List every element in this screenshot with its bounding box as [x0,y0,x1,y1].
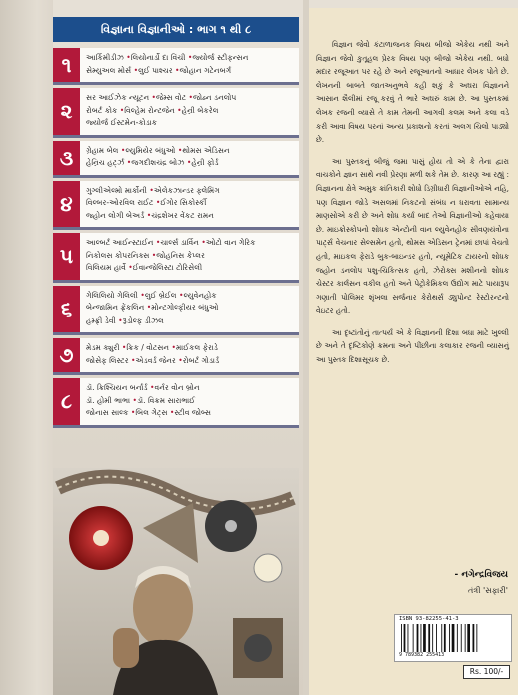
name-row [86,342,297,355]
scientist-name: • સ્ટીવ જોબ્સ [168,408,212,417]
price-label: Rs. 100/- [463,665,510,679]
barcode-bar [476,624,477,652]
name-row [86,145,297,158]
scientist-name: • જ્યોર્જ સ્ટીફન્સન [185,53,248,62]
volume-number: ૫ [53,233,80,280]
scientist-name: • વર્નર વોન બ્રોન [148,383,200,392]
scientist-name: જ્યોર્જ ઈસ્ટમેન-કોડાક [86,118,158,127]
scientist-name: • જોહનિસ કેપ્લર [149,251,205,260]
scientist-name: નિકોલસ કોપરનિક્સ [86,250,150,260]
scientist-name: • ઈવાન્જેલિસ્ટા ટોરિસેલી [126,263,202,272]
scientist-names [86,342,297,367]
barcode-bar [408,624,409,652]
name-row [86,185,297,198]
volume-panel [53,88,299,138]
signature-name: - નગેન્દ્રવિજય [454,570,508,580]
scientist-name: • લિયોનાર્ડો દા વિંચી [124,53,186,62]
barcode-bar [423,624,426,652]
scientist-name: • ચાર્લ્સ ડાર્વિન [153,238,199,247]
scientist-names [86,237,297,275]
volume-number: ૭ [53,338,80,372]
volume-panel [53,181,299,231]
name-row [86,262,297,275]
barcode-bar [404,624,406,652]
scientist-name: • ચંદ્રશેખર વેંકટ રામન [144,211,214,220]
volume-number: ૪ [53,181,80,228]
signature-role: તંત્રી 'સફારી' [467,586,508,595]
name-row [86,237,297,250]
name-row [86,315,297,328]
scientist-names [86,290,297,328]
name-row [86,52,297,65]
barcode-bar [452,624,455,652]
scientist-name: • હેન્રી બેકરેલ [175,106,219,115]
name-row [86,302,297,315]
scientist-name: વિલિયમ હાર્વે [86,263,126,272]
scientist-name: જોનાસ સાલ્ક [86,408,129,417]
barcode-bar [421,624,422,652]
volume-number: ૨ [53,88,80,135]
scientist-name: સેમ્યુઅલ મોર્સ [86,65,132,75]
scientist-name: • રોબર્ટ ગોડાર્ડ [176,356,219,365]
volume-panel [53,286,299,336]
paragraph-3: આ દૃષ્ટાંતોનું તાત્પર્ય એ કે વિજ્ઞાનની દિશા બધા માટે ખુલ્લી છે અને તે દૃષ્ટિકોણે ક્રમના અને પીંછીના કલાકાર રજની વ્યાસનું આ પુસ્તક દિશાસૂચક છે. [316,327,509,365]
name-row [86,105,297,118]
name-row [86,210,297,223]
barcode-bar [449,624,450,652]
barcode-bar [473,624,475,652]
barcode-bar [413,624,414,652]
volume-panel [53,378,299,428]
scientist-name: • જગદીશચંદ્ર બોઝ [124,158,184,167]
description-panel [309,8,518,695]
scientist-names [86,145,297,170]
barcode-bar [428,624,430,652]
scientist-name: સર આઈઝેક ન્યૂટન [86,93,150,102]
volume-number: ૮ [53,378,80,425]
barcode-bar [465,624,466,652]
scientist-name: ગ્રેહામ બેલ [86,145,119,155]
scientist-names [86,92,297,130]
volume-number: ૧ [53,48,80,82]
scientist-name: • એલેકઝાન્ડર ફ્લેમિંગ [147,186,220,195]
name-row [86,92,297,105]
scientist-name: • લુઈ બ્રેઈલ [138,291,177,300]
scientist-name: • જેમ્સ વોટ [149,93,186,102]
volume-panel [53,48,299,85]
light-bulb-shape [254,554,282,582]
name-row [86,407,297,420]
scientist-name: • ક્રિક / વોટસન [120,343,170,352]
barcode-bars [401,624,505,652]
scientist-name: વિલ્બર-ઓરવિલ રાઈટ [86,198,154,207]
volume-number: ૩ [53,141,80,175]
paragraph-1: વિજ્ઞાન જેવો કંટાળાજનક વિષય બીજો એકેય નથી અને વિજ્ઞાન જેવો કુતૂહલ પ્રેરક વિષય પણ બીજો એકેય નથી. બધો મદાર રજૂઆત પર રહે છે અને રજૂઆતનો આધાર લેખક પોતે છે. લેખનની બાબતે જાતઅનુભવે કહી શકું કે અઘરા વિજ્ઞાનને આસાન શૈલીમાં રજૂ કરવું તે ભારે અઘરું કામ છે. આ પુસ્તકમાં લેખક રજની વ્યાસે તે કામ તેમની આગવી કલમ અને કલા વડે કરી આવા વિષય પરનાં અન્ય પ્રકાશનો કરતાં અલગ ચિલો પાડ્યો છે. [316,40,509,145]
scientist-name: • હેન્રી ફોર્ડ [184,158,218,167]
scientist-name: • બિલ ગેટ્સ [129,408,168,417]
barcode [394,614,512,662]
scientist-name: ડૉ. હોમી ભાભા [86,395,131,405]
volume-list-column [53,8,299,695]
series-title: વિજ્ઞાના વિજ્ઞાનીઓ : ભાગ ૧ થી ૮ [53,17,299,42]
name-row [86,65,297,78]
scientist-name: • રૂડોલ્ફ ડીઝલ [116,316,164,325]
scientist-name: • ઓટો વાન ગેરિક [199,238,256,247]
paragraph-2: આ પુસ્તકનું બીજું જમા પાસું હોય તો એ કે તેના દ્વારા વાચકોને જ્ઞાન સાથે નવી પ્રેરણા મળી શકે તેમ છે. કારણ આ રહ્યું : વિજ્ઞાનના ક્ષેત્રે અમુક ક્રાંતિકારી શોધો ડિગ્રીધારી વિજ્ઞાનીઓએ નહિ, પણ વિજ્ઞાન જોડે અસલમાં નિકટનો સંબંધ ન ધરાવતા સામાન્ય માણસોએ કરી છે અને શોધ કર્યા બાદ તેઓ વિજ્ઞાનીઓ કહેવાયા છે. માઇક્રોસ્કોપનો શોધક એન્ટોની વાન લ્યુવેનહોક સીવણયંત્રોના પાર્ટ્સ વેચનાર સેલ્સમેન હતો, થોમસ એડિસન ટ્રેનમાં છાપાં વેચતો હતો, માઇકલ ફેરાડે બુક-બાઇન્ડર હતો, ન્યૂમેટિક ટાયરનો શોધક જહોન ડનલોપ પશુ-ચિકિત્સક હતો, ઝેરોક્સ મશીનનો શોધક ચેસ્ટર કાર્લસન વકીલ હતો અને પેટ્રોકેમિકલ ઉદ્યોગ માટે પાયારૂપ ગણાતી પોલિમર શૃંખલા સર્જનાર કેરોથર્સ ડ્યુપોન્ટ રેસ્ટોરન્ટનો વેઇટર હતો. [316,156,509,316]
volume-panel [53,233,299,283]
scientist-name: ડૉ. ક્રિશ્ચિયન બર્નાર્ડ [86,383,148,392]
barcode-bar [441,624,442,652]
scientist-name: • લ્યુવેનહોક [177,291,217,300]
name-row [86,250,297,263]
isbn-text: ISBN 93-82255-41-3 [399,616,459,622]
scientist-name: મેડમ ક્યુરી [86,343,120,352]
name-row [86,117,297,130]
volume-panel [53,141,299,178]
barcode-number: 9 789382 255413 [399,652,445,658]
scientist-name: • માઈકલ ફેરાડે [169,343,218,352]
scientist-name: • થોમસ એડિસન [175,146,229,155]
volume-number: ૬ [53,286,80,333]
barcode-bar [401,624,402,652]
barcode-bar [417,624,419,652]
scientist-name: • ઈગોર સિકોર્સ્કી [153,198,206,207]
scientist-name: • ડૉ. વિક્રમ સારાભાઈ [130,396,195,405]
barcode-bar [457,624,458,652]
barcode-bar [436,624,437,652]
scientist-names [86,382,297,420]
name-row [86,157,297,170]
barcode-bar [461,624,462,652]
description-text [316,38,509,375]
spine-shadow [0,0,53,695]
scientist-name: હમ્ફ્રી ડેવી [86,315,116,325]
scientist-name: • જોહાન ગટેનબર્ગ [173,66,232,75]
scientist-name: જ્હોન લોગી બેઅર્ડ [86,210,145,220]
scientist-name: ગુગ્લીએલ્મો માર્કોની [86,185,147,195]
scientist-name: હેન્રિચ હર્ટ્ઝ [86,158,125,167]
scientist-name: ગેલિલિયો ગેલિલી [86,290,138,300]
barcode-bar [444,624,446,652]
scientist-name: આલ્બર્ટ આઈન્સ્ટાઈન [86,238,154,247]
scientist-name: જોસેફ લિસ્ટર [86,355,129,365]
name-row [86,290,297,303]
name-row [86,197,297,210]
scientist-name: બેન્જામિન ફ્રેંકલિન [86,303,145,312]
volume-panel [53,338,299,375]
inventor-illustration [53,468,299,695]
scientist-name: રોબર્ટ કોક [86,105,118,115]
scientist-name: • જોહ્ન ડનલોપ [186,93,236,102]
barcode-bar [467,624,470,652]
scientist-name: • મોન્ટગોલ્ફીયર બંધુઓ [144,303,218,312]
scientist-names [86,185,297,223]
barcode-bar [432,624,433,652]
scientist-name: • વિલ્હેમ રોન્ટજેન [117,106,174,115]
scientist-name: • લ્યુમિયેર બંધુઓ [118,146,175,155]
scientist-name: આર્કિમીડીઝ [86,53,124,62]
name-row [86,355,297,368]
scientist-name: • એડવર્ડ જેનર [129,356,176,365]
scientist-name: • લુઈ પાશ્ચર [131,66,172,75]
name-row [86,382,297,395]
scientist-names [86,52,297,77]
name-row [86,395,297,408]
